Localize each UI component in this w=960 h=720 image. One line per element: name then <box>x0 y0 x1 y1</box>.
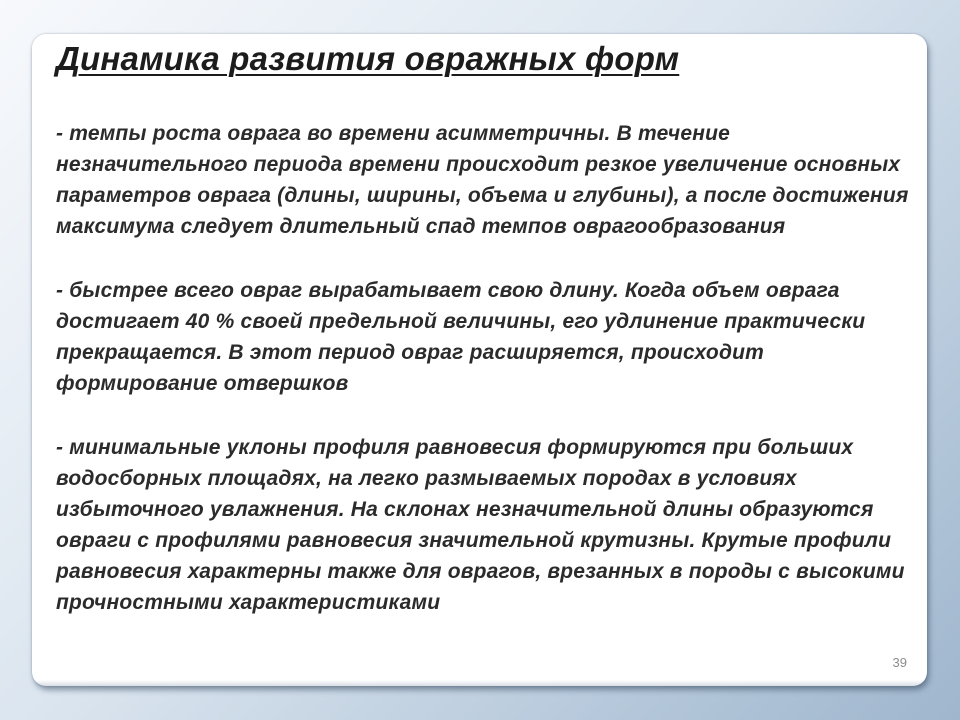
slide-title: Динамика развития овражных форм <box>56 40 680 77</box>
slide-body <box>56 118 916 618</box>
paragraph-length-development: - быстрее всего овраг вырабатывает свою длину. Когда объем оврага достигает 40 % своей предельной величины, его удлинение практически прекращается. В этот период овраг расширяется, происходит формирование отвершков <box>56 279 866 395</box>
slide-card <box>32 34 927 686</box>
paragraph-equilibrium-profile: - минимальные уклоны профиля равновесия формируются при больших водосборных площадях, на легко размываемых породах в условиях избыточного увлажнения. На склонах незначительной длины образуются овраги с профилями равновесия значительной крутизны. Крутые профили равновесия характерны также для оврагов, врезанных в породы с высокими прочностными характеристиками <box>56 436 905 614</box>
paragraph-growth-rate: - темпы роста оврага во времени асимметричны. В течение незначительного периода времени происходит резкое увеличение основных параметров оврага (длины, ширины, объема и глубины), а после достижения максимума следует длительный спад темпов оврагообразования <box>56 122 909 238</box>
page-number: 39 <box>892 655 907 670</box>
